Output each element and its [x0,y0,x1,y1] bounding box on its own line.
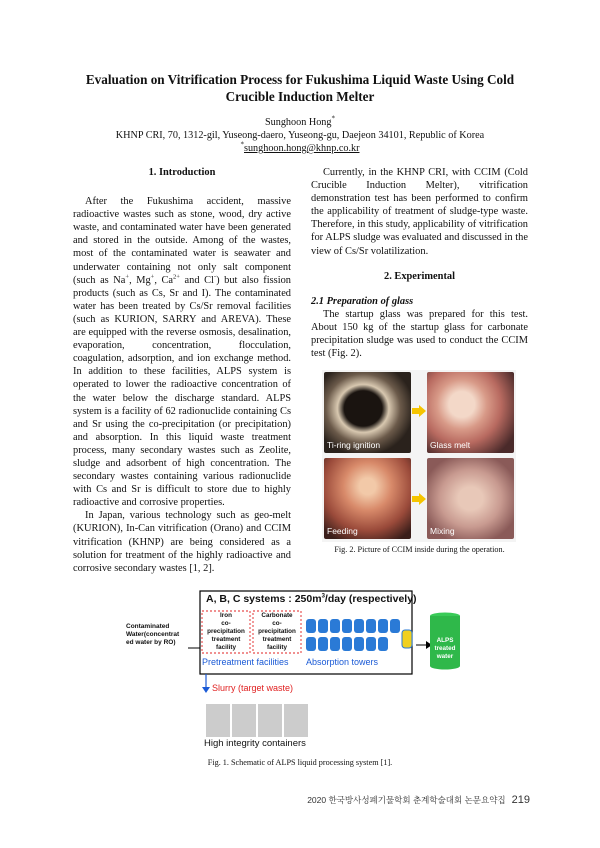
fig2-caption: Fig. 2. Picture of CCIM inside during the operation. [334,545,505,554]
fig1-caption: Fig. 1. Schematic of ALPS liquid processing system [1]. [207,758,393,767]
section-introduction-title: 1. Introduction [148,167,216,178]
ccim-paragraph: Currently, in the KHNP CRI, with CCIM (Cold Crucible Induction Melter), vitrification demonstration test has been performed to confirm the applicability of treatment of sludge-type waste. Therefore, in this study, applicability of vitrification for ALPS sludge was evaluated and discussed in the view of Cs/Sr volatilization. [311,167,528,257]
fig1-header: A, B, C systems : $250m^3$/day (respectively) [206,593,417,605]
fig2-photo-grid [322,370,516,542]
iron-facility-label: Iron co- precipitation treatment facility [207,612,245,651]
input-water-label: Contaminated Water(concentrat ed water by RO) [126,623,180,646]
photo-ti-ring-ignition: Ti-ring ignition [324,372,411,453]
page-footer: 2020 한국방사성폐기물학회 춘계학술대회 논문요약집 219 [307,794,530,806]
photo-glass-melt: Glass melt [427,372,514,453]
photo-feeding: Feeding [324,458,411,539]
glass-paragraph: The startup glass was prepared for this test. About 150 kg of the startup glass for carbonate precipitation sludge was used to conduct the CCIM test (Fig. 2). [311,308,528,360]
pretreatment-label: Pretreatment facilities [202,657,289,667]
fig1-schematic [126,585,476,753]
page-number: 219 [511,794,530,806]
containers-label: High integrity containers [204,738,306,749]
intro-paragraph-2: In Japan, various technology such as geo-melt (KURION), In-Can vitrification (Orano) and CCIM vitrification (KHNP) are being considered as a solution for treatment of the highly radioactive and corrosive secondary wastes [1, 2]. [73,510,291,574]
slurry-label: Slurry (target waste) [212,683,294,693]
carbonate-facility-label: Carbonate co- precipitation treatment facility [258,612,296,651]
author-email: *sunghoon.hong@khnp.co.kr [240,140,360,154]
paper-title: Evaluation on Vitrification Process for Fukushima Liquid Waste Using Cold Crucible Induction Melter [85,72,515,104]
subsection-glass-title: 2.1 Preparation of glass [311,295,414,307]
left-column [73,166,291,575]
section-experimental-title: 2. Experimental [384,270,455,282]
intro-paragraph-1: After the Fukushima accident, massive radioactive wastes such as stone, wood, dry active waste, and contaminated water have been generated and stored in the outside. Among of the wastes, most of the contaminated water is seawater and underwater containing not only salt component (such as Na+, Mg+, $Ca^{2+}$ and Cl-) but also fission products (such as Cs, Sr and I). The contaminated water has been treated by Cs/Sr removal facilities (such as KURION, SARRY and AREVA). These are equipped with the reverse osmosis, desalination, evaporation, concentration, flocculation, coagulation, adsorption, and ion exchange method. In addition to these facilities, ALPS system is operated to lower the radioactive concentration of the water below the discharge standard. ALPS system is a facility of 62 radionuclide containing Cs and Sr using the co-precipitation (or precipitation) and absorption. In this liquid waste treatment process, many secondary wastes such as Zeolite, sludge and adsorbent of high concentration. The secondary wastes containing various radionuclide with Cs and Sr is difficult to store due to highly radioactive and corrosive properties. [73,196,291,509]
author-affiliation: KHNP CRI, 70, 1312-gil, Yuseong-daero, Yuseong-gu, Daejeon 34101, Republic of Korea [115,130,485,141]
author-name: Sunghoon Hong* [264,114,335,128]
arrow-icon [412,404,426,416]
absorption-label: Absorption towers [306,657,379,667]
photo-mixing: Mixing [427,458,514,539]
author-block [40,116,560,155]
containers [206,704,308,737]
right-column [311,166,528,360]
alps-label: ALPS treated water [434,637,456,660]
arrow-icon [412,492,426,504]
